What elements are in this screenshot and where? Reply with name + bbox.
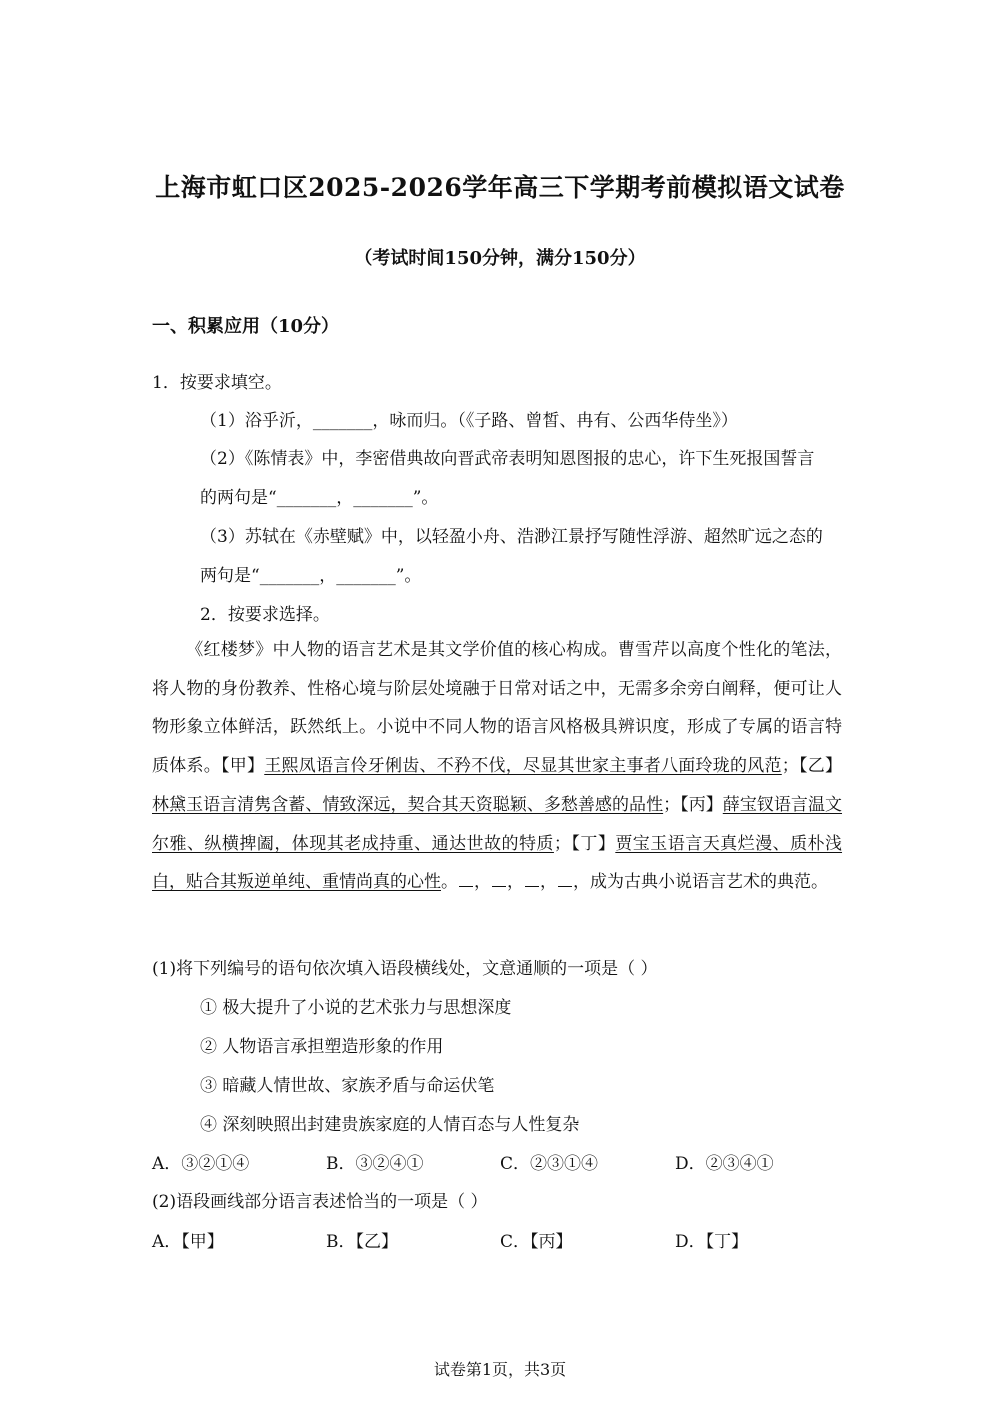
exam-time-note: （考试时间150分钟，满分150分） <box>354 248 646 269</box>
page-title: 上海市虹口区2025-2026学年高三下学期考前模拟语文试卷 <box>155 173 845 202</box>
underlined-jia: 王熙凤语言伶牙俐齿、不矜不伐，尽显其世家主事者八面玲珑的风范 <box>264 756 782 777</box>
reading-passage <box>152 631 842 902</box>
separator: ； <box>553 833 571 854</box>
separator: ； <box>663 794 681 815</box>
q1-item-1: （1）浴乎沂，_______，咏而归。（《子路、曾皙、冉有、公西华侍坐》） <box>200 411 738 431</box>
sub2-option-b: B．【乙】 <box>326 1232 398 1252</box>
fill-blank-2 <box>492 874 506 887</box>
separator: ； <box>781 756 799 777</box>
sentence-3: ③ 暗藏人情世故、家族矛盾与命运伏笔 <box>200 1076 495 1096</box>
punctuation: ， <box>507 872 524 893</box>
sentence-1: ① 极大提升了小说的艺术张力与思想深度 <box>200 998 512 1018</box>
q1-item-3-line-1: （3）苏轼在《赤壁赋》中，以轻盈小舟、浩渺江景抒写随性浮游、超然旷远之态的 <box>200 527 823 547</box>
q2-stem: 2．按要求选择。 <box>200 605 330 625</box>
page-footer: 试卷第1页，共3页 <box>433 1360 567 1379</box>
mark-bing: 【丙】 <box>680 794 723 815</box>
sub1-option-b: B．③②④① <box>326 1154 424 1174</box>
fill-blank-4 <box>558 874 572 887</box>
mark-ding: 【丁】 <box>570 833 616 854</box>
sub2-option-d: D．【丁】 <box>675 1232 749 1252</box>
underlined-bing: 薛宝钗语言温文尔雅、纵横捭阖，体现其老成持重、通达世故的特质 <box>152 794 843 854</box>
q1-item-3-line-2: 两句是“_______，_______”。 <box>200 566 422 586</box>
mark-yi: 【乙】 <box>798 756 842 777</box>
sentence-4: ④ 深刻映照出封建贵族家庭的人情百态与人性复杂 <box>200 1115 580 1135</box>
passage-ending: ，成为古典小说语言艺术的典范。 <box>573 872 828 893</box>
punctuation: ， <box>474 872 491 893</box>
sub1-option-c: C．②③①④ <box>500 1154 599 1174</box>
q2-sub1-stem: (1)将下列编号的语句依次填入语段横线处，文意通顺的一项是（ ） <box>152 959 658 979</box>
sub2-option-c: C．【丙】 <box>500 1232 573 1252</box>
section-heading: 一、积累应用（10分） <box>152 316 340 337</box>
mark-jia: 【甲】 <box>221 756 265 777</box>
q2-sub2-stem: (2)语段画线部分语言表述恰当的一项是（ ） <box>152 1192 488 1212</box>
q1-item-2-line-1: （2）《陈情表》中，李密借典故向晋武帝表明知恩图报的忠心，许下生死报国誓言 <box>200 449 815 469</box>
q1-item-2-line-2: 的两句是“_______，_______”。 <box>200 488 439 508</box>
sub1-option-d: D．②③④① <box>675 1154 774 1174</box>
sub2-option-a: A．【甲】 <box>152 1232 224 1252</box>
fill-blank-1 <box>459 874 473 887</box>
passage-intro: 《红楼梦》中人物的语言艺术是其文学价值的核心构成。曹雪芹以高度个性化的笔法，将人物的身份教养、性格心境与阶层处境融于日常对话之中，无需多余旁白阐释，便可让人物形象立体鲜活，跃然纸上。小说中不同人物的语言风格极具辨识度，形成了专属的语言特质体系。 <box>152 640 842 777</box>
punctuation: ， <box>540 872 557 893</box>
fill-blank-3 <box>525 874 539 887</box>
underlined-yi: 林黛玉语言清隽含蓄、情致深远，契合其天资聪颖、多愁善感的品性 <box>152 794 664 815</box>
q1-stem: 1．按要求填空。 <box>152 373 282 393</box>
underlined-ding: 贾宝玉语言天真烂漫、质朴浅白，贴合其叛逆单纯、重情尚真的心性 <box>152 833 843 893</box>
sentence-2: ② 人物语言承担塑造形象的作用 <box>200 1037 444 1057</box>
sub1-option-a: A．③②①④ <box>152 1154 250 1174</box>
punctuation: 。 <box>441 872 458 893</box>
